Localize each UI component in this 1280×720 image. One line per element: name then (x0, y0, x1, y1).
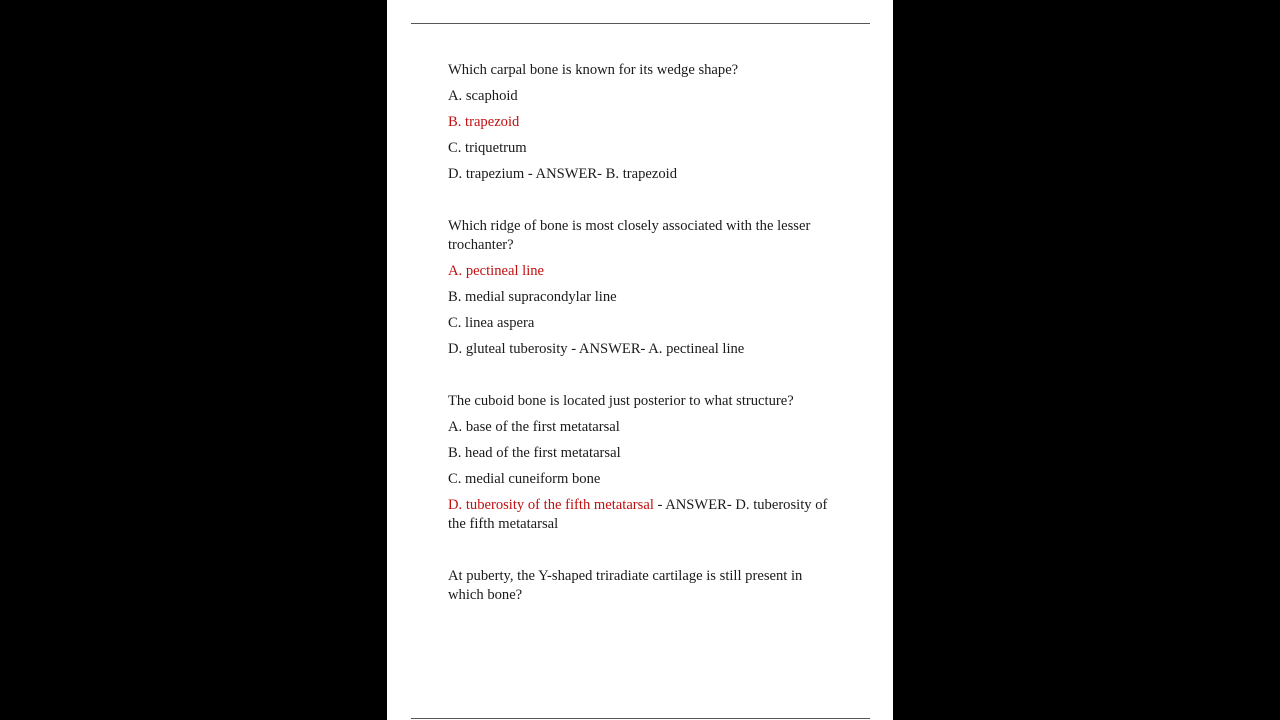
option-c: C. linea aspera (448, 315, 535, 331)
option-c: C. medial cuneiform bone (448, 471, 601, 487)
question-text: At puberty, the Y-shaped triradiate cartilage is still present in which bone? (448, 568, 803, 603)
option-d-text-correct: D. tuberosity of the fifth metatarsal (448, 497, 654, 513)
top-divider (411, 23, 870, 24)
option-a-correct: A. pectineal line (448, 263, 545, 279)
answer-text: - ANSWER- A. pectineal line (567, 341, 745, 357)
question-block-4 (448, 567, 840, 605)
option-a: A. scaphoid (448, 88, 518, 104)
question-text: Which carpal bone is known for its wedge shape? (448, 62, 739, 78)
option-b-correct: B. trapezoid (448, 114, 520, 130)
option-b: B. medial supracondylar line (448, 289, 617, 305)
bottom-divider (411, 718, 870, 719)
question-text: The cuboid bone is located just posterior to what structure? (448, 393, 794, 409)
answer-text: - ANSWER- D. tuberosity of the fifth metatarsal (448, 497, 828, 532)
option-c: C. triquetrum (448, 140, 527, 156)
option-d-text: D. trapezium (448, 166, 525, 182)
option-b: B. head of the first metatarsal (448, 445, 621, 461)
question-block-3 (448, 392, 840, 534)
option-d (448, 165, 840, 184)
question-text: Which ridge of bone is most closely associated with the lesser trochanter? (448, 218, 811, 253)
question-block-2 (448, 217, 840, 359)
option-d (448, 340, 840, 359)
question-list (448, 61, 840, 605)
question-block-1 (448, 61, 840, 184)
option-d (448, 496, 840, 534)
option-d-text: D. gluteal tuberosity (448, 341, 568, 357)
option-a: A. base of the first metatarsal (448, 419, 620, 435)
answer-text: - ANSWER- B. trapezoid (524, 166, 677, 182)
document-page (387, 0, 893, 720)
